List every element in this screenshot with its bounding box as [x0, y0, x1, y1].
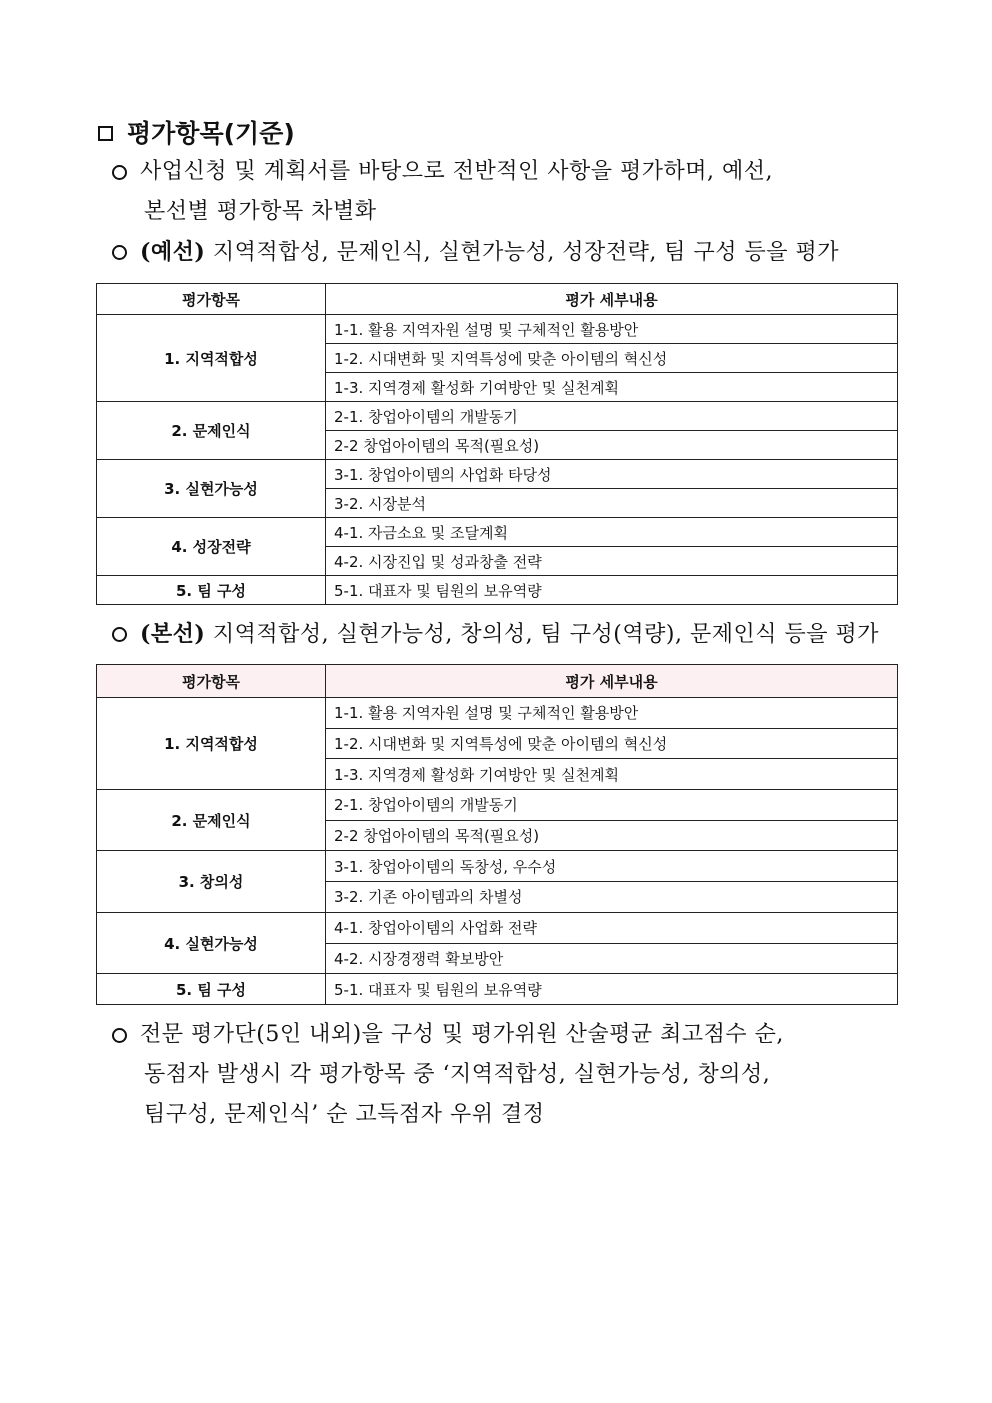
table-row: [97, 974, 898, 1005]
section-title: [98, 112, 295, 152]
criteria-item: 3. 창의성: [97, 851, 326, 912]
section-title-text: 평가항목(기준): [127, 119, 295, 148]
table-row: [97, 790, 898, 821]
criteria-detail: 1-3. 지역경제 활성화 기여방안 및 실천계획: [326, 759, 898, 790]
preliminary-criteria-table: [96, 283, 898, 605]
bullet-text-line: 전문 평가단(5인 내외)을 구성 및 평가위원 산술평균 최고점수 순,: [140, 1022, 784, 1047]
circle-bullet-icon: [112, 627, 127, 642]
criteria-detail: 1-2. 시대변화 및 지역특성에 맞춘 아이템의 혁신성: [326, 728, 898, 759]
criteria-detail: 1-3. 지역경제 활성화 기여방안 및 실천계획: [326, 373, 898, 402]
header-item: 평가항목: [97, 284, 326, 315]
bullet-text-line: 사업신청 및 계획서를 바탕으로 전반적인 사항을 평가하며, 예선,: [140, 159, 773, 184]
circle-bullet-icon: [112, 165, 127, 180]
table-header-row: [97, 665, 898, 698]
criteria-item: 5. 팀 구성: [97, 974, 326, 1005]
table-row: [97, 518, 898, 547]
table-row: [97, 315, 898, 344]
table-row: [97, 460, 898, 489]
bullet-text-line: 동점자 발생시 각 평가항목 중 ‘지역적합성, 실현가능성, 창의성,: [144, 1062, 771, 1087]
stage-label-final: (본선): [140, 621, 206, 647]
criteria-item: 5. 팀 구성: [97, 576, 326, 605]
criteria-detail: 4-2. 시장경쟁력 확보방안: [326, 943, 898, 974]
circle-bullet-icon: [112, 1028, 127, 1043]
stage-label-preliminary: (예선): [140, 239, 206, 265]
bullet-text-line: 팀구성, 문제인식’ 순 고득점자 우위 결정: [144, 1102, 545, 1127]
criteria-item: 4. 실현가능성: [97, 912, 326, 973]
bullet-text-line: 본선별 평가항목 차별화: [144, 199, 377, 224]
criteria-detail: 4-1. 창업아이템의 사업화 전략: [326, 912, 898, 943]
criteria-detail: 4-2. 시장진입 및 성과창출 전략: [326, 547, 898, 576]
criteria-detail: 2-2 창업아이템의 목적(필요성): [326, 820, 898, 851]
bullet-text: 지역적합성, 실현가능성, 창의성, 팀 구성(역량), 문제인식 등을 평가: [205, 622, 879, 647]
criteria-detail: 3-2. 시장분석: [326, 489, 898, 518]
criteria-item: 3. 실현가능성: [97, 460, 326, 518]
criteria-detail: 1-1. 활용 지역자원 설명 및 구체적인 활용방안: [326, 315, 898, 344]
criteria-item: 2. 문제인식: [97, 790, 326, 851]
criteria-detail: 2-2 창업아이템의 목적(필요성): [326, 431, 898, 460]
criteria-detail: 5-1. 대표자 및 팀원의 보유역량: [326, 576, 898, 605]
table-row: [97, 402, 898, 431]
criteria-detail: 5-1. 대표자 및 팀원의 보유역량: [326, 974, 898, 1005]
table-row: [97, 851, 898, 882]
criteria-detail: 2-1. 창업아이템의 개발동기: [326, 790, 898, 821]
table-row: [97, 698, 898, 729]
criteria-detail: 3-1. 창업아이템의 독창성, 우수성: [326, 851, 898, 882]
criteria-detail: 1-2. 시대변화 및 지역특성에 맞춘 아이템의 혁신성: [326, 344, 898, 373]
square-bullet-icon: [98, 126, 113, 141]
bullet-paragraph-decision: [112, 1015, 892, 1135]
bullet-paragraph-final: [112, 614, 892, 655]
bullet-paragraph-preliminary: [112, 232, 892, 273]
criteria-item: 4. 성장전략: [97, 518, 326, 576]
header-detail: 평가 세부내용: [326, 284, 898, 315]
criteria-item: 1. 지역적합성: [97, 698, 326, 790]
bullet-text: 지역적합성, 문제인식, 실현가능성, 성장전략, 팀 구성 등을 평가: [205, 240, 840, 265]
table-row: [97, 912, 898, 943]
final-criteria-table: [96, 664, 898, 1005]
criteria-item: 2. 문제인식: [97, 402, 326, 460]
bullet-paragraph-overview: [112, 152, 892, 232]
header-item: 평가항목: [97, 665, 326, 698]
criteria-detail: 3-1. 창업아이템의 사업화 타당성: [326, 460, 898, 489]
criteria-item: 1. 지역적합성: [97, 315, 326, 402]
table-header-row: [97, 284, 898, 315]
table-row: [97, 576, 898, 605]
criteria-detail: 3-2. 기존 아이템과의 차별성: [326, 882, 898, 913]
criteria-detail: 2-1. 창업아이템의 개발동기: [326, 402, 898, 431]
criteria-detail: 1-1. 활용 지역자원 설명 및 구체적인 활용방안: [326, 698, 898, 729]
criteria-detail: 4-1. 자금소요 및 조달계획: [326, 518, 898, 547]
circle-bullet-icon: [112, 245, 127, 260]
header-detail: 평가 세부내용: [326, 665, 898, 698]
